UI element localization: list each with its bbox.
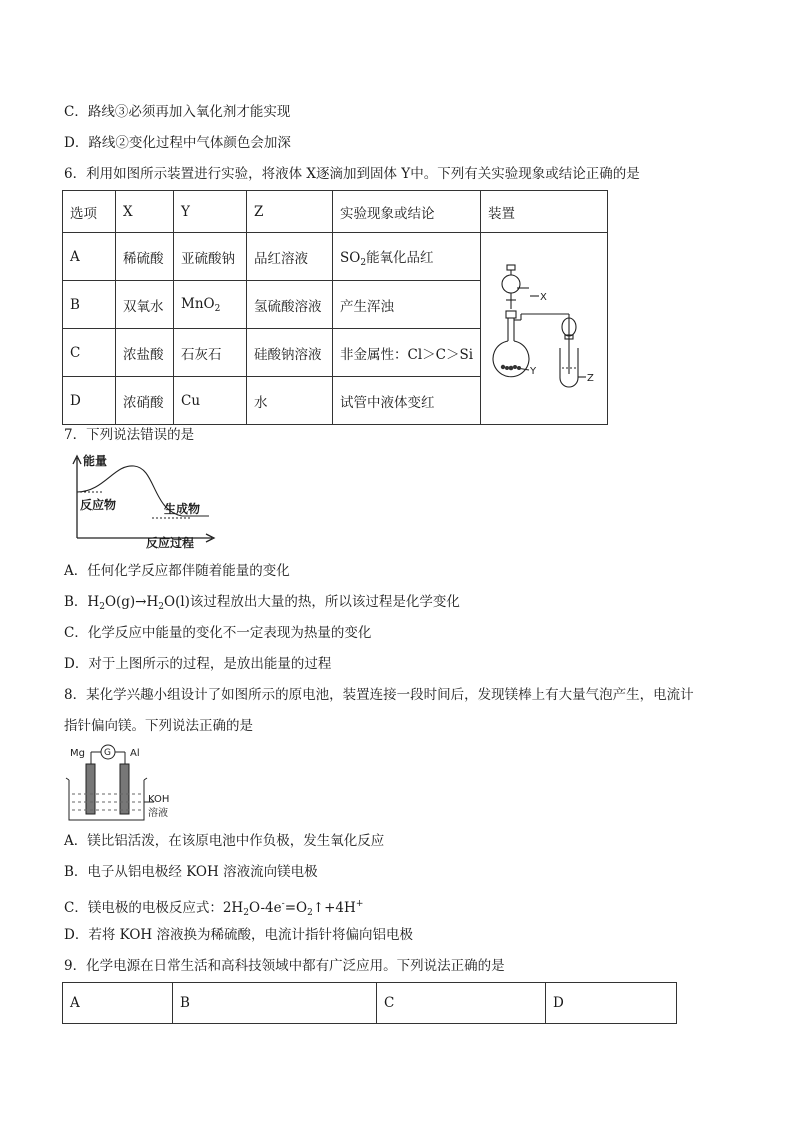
q7-energy-diagram	[64, 450, 224, 550]
q6-cell-x: 浓硝酸	[116, 377, 174, 425]
apparatus-label-z: Z	[587, 372, 594, 384]
q6-cell-y: 石灰石	[174, 329, 247, 377]
q8-option-a: A．镁比铝活泼，在该原电池中作负极，发生氧化反应	[64, 833, 385, 849]
q7-option-c: C．化学反应中能量的变化不一定表现为热量的变化	[64, 625, 372, 641]
q9-table	[62, 982, 677, 1024]
q7-reactant-label: 反应物	[80, 498, 117, 512]
q6-cell-x: 浓盐酸	[116, 329, 174, 377]
q6-stem: 6．利用如图所示装置进行实验，将液体 X逐滴加到固体 Y中。下列有关实验现象或结论正确的是	[64, 166, 640, 182]
q7-product-label: 生成物	[164, 502, 201, 516]
q7-xlabel: 反应过程	[146, 536, 195, 550]
q8-stem-line2: 指针偏向镁。下列说法正确的是	[64, 718, 253, 734]
q6-cell-z: 硅酸钠溶液	[247, 329, 333, 377]
q6-cell-z: 品红溶液	[247, 233, 333, 281]
q6-cell-option: A	[63, 233, 116, 281]
q6-header-option: 选项	[63, 191, 116, 233]
q6-cell-result: $SO_2$能氧化品红	[333, 233, 481, 281]
q9-header-row	[63, 983, 677, 1024]
apparatus-label-x: X	[540, 291, 547, 303]
q7-stem: 7．下列说法错误的是	[64, 427, 195, 443]
q6-row-a	[63, 233, 608, 281]
q9-header-c: C	[377, 983, 546, 1024]
q6-header-x: X	[116, 191, 174, 233]
q6-cell-x: 双氧水	[116, 281, 174, 329]
q6-header-z: Z	[247, 191, 333, 233]
q8-label-al: Al	[130, 748, 140, 759]
q8-option-c: C．镁电极的电极反应式：$2H_2O-4e^-=O_2↑+4H^+$	[64, 899, 364, 918]
q6-cell-option: D	[63, 377, 116, 425]
q6-cell-result: 产生浑浊	[333, 281, 481, 329]
q6-cell-y: MnO$_2$	[174, 281, 247, 329]
q6-cell-y: Cu	[174, 377, 247, 425]
q8-option-b: B．电子从铝电极经 KOH 溶液流向镁电极	[64, 864, 318, 880]
q6-cell-x: 稀硫酸	[116, 233, 174, 281]
q7-option-a: A．任何化学反应都伴随着能量的变化	[64, 563, 290, 579]
q6-header-y: Y	[174, 191, 247, 233]
q7-option-b: B．$H_2O(g)\to H_2O(l)$该过程放出大量的热，所以该过程是化学变化	[64, 594, 460, 612]
q9-header-d: D	[546, 983, 677, 1024]
q7-option-d: D．对于上图所示的过程，是放出能量的过程	[64, 656, 332, 672]
q6-cell-option: B	[63, 281, 116, 329]
q8-label-mg: Mg	[70, 748, 85, 759]
mg-electrode	[86, 764, 95, 814]
q7-ylabel: 能量	[83, 454, 108, 468]
q6-apparatus-cell	[481, 233, 608, 425]
q9-stem: 9．化学电源在日常生活和高科技领域中都有广泛应用。下列说法正确的是	[64, 958, 505, 974]
q6-cell-option: C	[63, 329, 116, 377]
q8-label-koh: KOH	[148, 794, 170, 805]
q6-cell-z: 水	[247, 377, 333, 425]
q8-label-solution: 溶液	[148, 808, 168, 819]
q5-option-d: D．路线②变化过程中气体颜色会加深	[64, 135, 291, 151]
q8-stem-line1: 8．某化学兴趣小组设计了如图所示的原电池，装置连接一段时间后，发现镁棒上有大量气泡产生，电流计	[64, 687, 694, 703]
al-electrode	[120, 764, 129, 814]
q5-option-c: C．路线③必须再加入氧化剂才能实现	[64, 104, 291, 120]
q9-header-a: A	[63, 983, 173, 1024]
q6-cell-y: 亚硫酸钠	[174, 233, 247, 281]
q9-header-b: B	[173, 983, 377, 1024]
apparatus-label-y: Y	[530, 365, 537, 377]
q6-header-row	[63, 191, 608, 233]
q6-cell-z: 氢硫酸溶液	[247, 281, 333, 329]
q6-apparatus-diagram	[481, 234, 607, 420]
q6-cell-result: 试管中液体变红	[333, 377, 481, 425]
q8-option-d: D．若将 KOH 溶液换为稀硫酸，电流计指针将偏向铝电极	[64, 927, 413, 943]
q6-header-apparatus: 装置	[481, 191, 608, 233]
q8-label-g: G	[104, 748, 111, 758]
q8-cell-diagram	[64, 742, 204, 826]
q6-header-result: 实验现象或结论	[333, 191, 481, 233]
q6-cell-result: 非金属性：Cl＞C＞Si	[333, 329, 481, 377]
q6-table	[62, 190, 608, 425]
